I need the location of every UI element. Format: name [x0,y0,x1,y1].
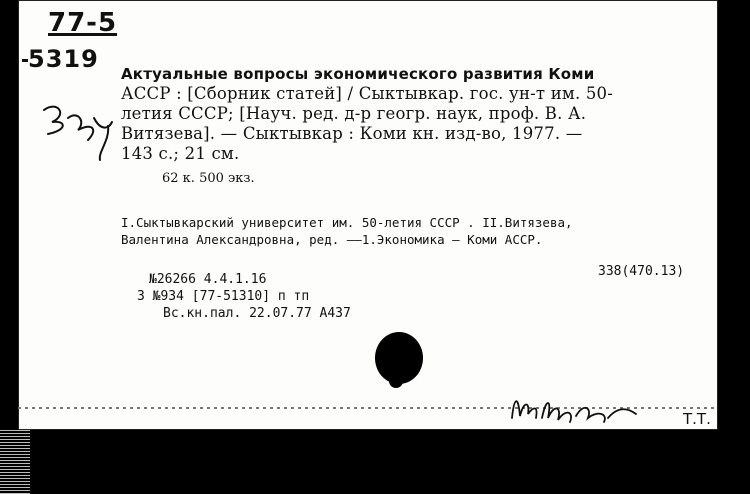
handwritten-code-number: 5319 [28,45,99,73]
subject-line: I.Сыктывкарский университет им. 50-летия СССР . II.Витязева, [121,215,573,230]
udc-index: 338(470.13) [598,264,685,279]
card-number: №26266 4.4.1.16 [149,272,267,287]
order-number: 3 №934 [77-51310] п тп [137,289,310,304]
scan-artifact [0,430,30,494]
handwritten-initials: Т.Т. [683,410,711,428]
print-run: 62 к. 500 экз. [162,171,255,186]
title-line [121,64,613,84]
handwritten-code-top: 77-5 [48,8,118,38]
handwritten-mark-left [38,100,118,170]
ink-blot-drip [389,374,403,388]
chamber-signature: Вс.кн.пал. 22.07.77 А437 [163,306,351,321]
description-line: 143 с.; 21 см. [121,144,240,163]
bibliographic-description [121,64,613,164]
book-title: Актуальные вопросы экономического развития Коми [121,65,595,83]
handwritten-signature [508,388,648,428]
subject-headings [121,214,573,248]
catalog-card [18,0,718,430]
description-line: АССР : [Сборник статей] / Сыктывкар. гос. ун-т им. 50- [121,84,613,103]
description-line: Витязева]. — Сыктывкар : Коми кн. изд-во, 1977. — [121,124,583,143]
scan-border [0,430,750,494]
description-line: летия СССР; [Науч. ред. д-р геогр. наук, проф. В. А. [121,104,587,123]
subject-line: Валентина Александровна, ред. ——1.Экономика — Коми АССР. [121,232,543,247]
